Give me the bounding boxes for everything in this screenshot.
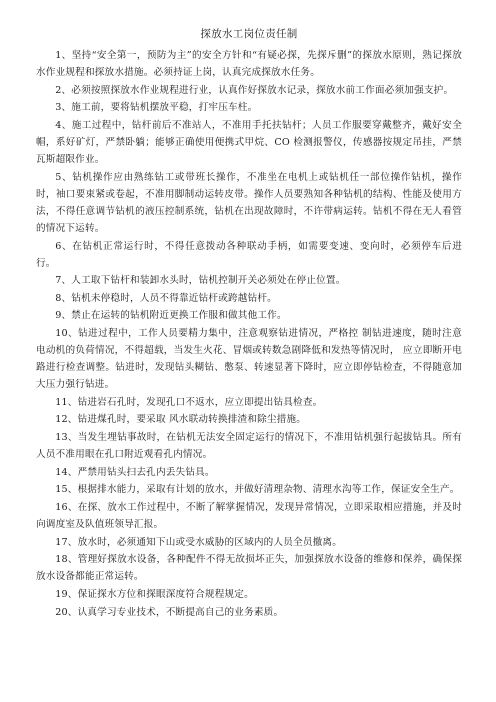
clause-14: 14、严禁用钻头扫去孔内丢失钻具。 [55,466,215,478]
clause-6: 6、在钻机正常运行时，不得任意拨动各种联动手柄，如需要变速、变向时，必须停车后进行。 [36,240,462,269]
clause-5: 5、钻机操作应由熟练钻工或带班长操作，不准坐在电机上或钻机任一部位操作钻机，操作时，袖口要束紧或卷起，不准用脚制动运转皮带。操作人员要熟知各种钻机的结构、性能及使用方法，不得任意调节钻机的液压控制系统，钻机在出现故障时，不许带病运转。钻机不得在无人看管的情况下运转。 [36,171,462,234]
clause-12: 12、钻进煤孔时，要采取 风水联动转换排渣和除尘措施。 [55,414,307,426]
clause-17: 17、放水时，必须通知下山或受水威胁的区域内的人员全员撤离。 [55,536,343,548]
clause-20: 20、认真学习专业技术，不断提高自己的业务素质。 [55,606,284,618]
clause-7: 7、人工取下钻杆和装卸水头时，钻机控制开关必须处在停止位置。 [55,275,346,287]
clause-10: 10、钻进过程中，工作人员要精力集中，注意观察钻进情况，严格控 制钻进速度，随时注意电动机的负荷情况，不得超载，当发生火花、冒烟或转数急剧降低和发热等情况时， 应立即断开电路进行检查调整。钻进时，发现钻头糊钻、憋泵、转速显著下降时，应立即停钻检查，不得随意加大压力强行钻进。 [36,328,462,391]
clause-3: 3、施工前，要将钻机摆放平稳，打牢压车柱。 [55,102,258,114]
clause-1: 1、坚持“安全第一，预防为主”的安全方针和“有疑必探，先探斥删”的探放水原则，熟记探放水作业规程和探放水措施。必须持证上岗，认真完成探放水任务。 [36,50,462,79]
clause-15: 15、根据排水能力，采取有计划的放水，并做好清理杂物、清理水沟等工作，保证安全生产。 [55,484,460,496]
clause-8: 8、钻机未停稳时，人员不得靠近钻杆或跨越钻杆。 [55,292,277,304]
clause-list [36,47,462,621]
clause-4: 4、施工过程中，钻杆前后不准站人，不准用手托扶钻杆；人员工作服要穿戴整齐，戴好安全帽，系好矿灯，严禁卧躺；能够正确使用便携式甲烷、CO 检测报警仪，传感器按规定吊挂，严禁瓦斯超限作业。 [36,119,462,166]
clause-9: 9、禁止在运转的钻机附近更换工作服和做其他工作。 [55,310,287,322]
clause-13: 13、当发生埋钻事故时，在钻机无法安全固定运行的情况下，不准用钻机强行起拔钻具。所有人员不准用眼在孔口附近观看孔内情况。 [36,432,462,461]
clause-2: 2、必须按照探放水作业规程进行业，认真作好探放水记录，探放水前工作面必须加强支护。 [55,84,454,96]
clause-16: 16、在探、放水工作过程中，不断了解掌握情况，发现异常情况，立即采取相应措施，并及时向调度室及队值班领导汇报。 [36,501,462,531]
clause-11: 11、钻进岩石孔时，发现孔口不返水，应立即提出钻具检查。 [55,396,323,408]
clause-18: 18、管理好探放水设备，各种配件不得无故损坏正失，加强探放水设备的维修和保养，确保探放水设备都能正常运转。 [36,554,462,583]
clause-19: 19、保证探水方位和探眼深度符合规程规定。 [55,588,254,600]
document-title: 探放水工岗位责任制 [200,28,298,40]
